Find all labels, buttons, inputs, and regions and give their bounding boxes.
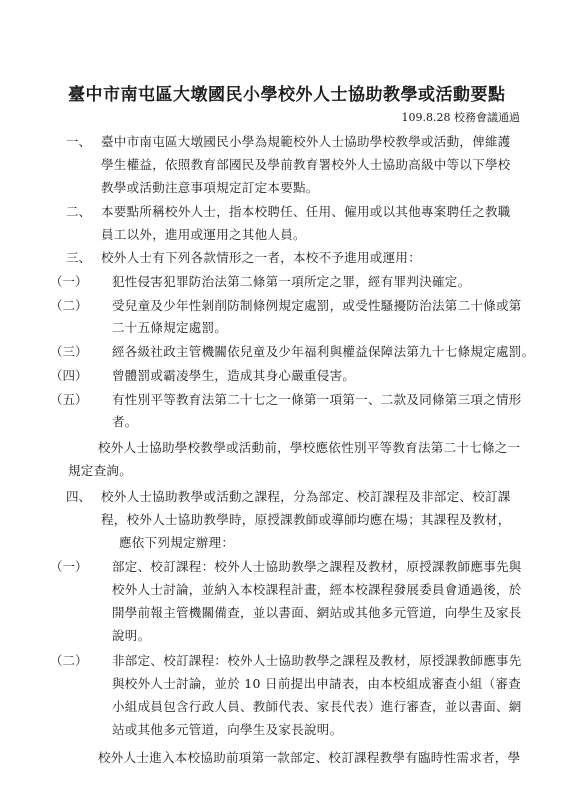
section-4-item-1-line-4: 說明。 bbox=[112, 628, 151, 643]
section-4-item-1-line-3: 開學前報主管機關備查，並以書面、網站或其他多元管道，向學生及家長 bbox=[112, 605, 522, 620]
section-4-item-2-line-2: 與校外人士討論，並於 10 日前提出申請表，由本校組成審查小組（審查 bbox=[112, 676, 522, 691]
section-1-line-2: 學生權益，依照教育部國民及學前教育署校外人士協助高級中等以下學校 bbox=[101, 157, 511, 172]
section-3-item-5-marker: （五） bbox=[50, 392, 88, 407]
section-4-item-2-line-3: 小組成員包含行政人員、教師代表、家長代表）進行審查，並以書面、網 bbox=[112, 699, 522, 714]
section-1-marker: 一、 bbox=[66, 134, 92, 149]
section-3-item-1-line-1: 犯性侵害犯罪防治法第二條第一項所定之罪，經有罪判決確定。 bbox=[112, 274, 471, 289]
section-1-line-1: 臺中市南屯區大墩國民小學為規範校外人士協助學校教學或活動，俾維護 bbox=[101, 134, 511, 149]
section-4-marker: 四、 bbox=[66, 489, 92, 504]
section-4-item-2-line-1: 非部定、校訂課程：校外人士協助教學之課程及教材，原授課教師應事先 bbox=[112, 653, 522, 668]
section-3-closing-line-2: 規定查詢。 bbox=[68, 463, 133, 478]
section-4-item-1-marker: （一） bbox=[50, 559, 88, 574]
section-2-line-1: 本要點所稱校外人士，指本校聘任、任用、僱用或以其他專案聘任之教職 bbox=[101, 204, 511, 219]
section-3-item-3-line-1: 經各級社政主管機關依兒童及少年福利與權益保障法第九十七條規定處罰。 bbox=[112, 344, 535, 359]
section-3-item-1-marker: （一） bbox=[50, 274, 88, 289]
section-4-line-3: 應依下列規定辦理： bbox=[119, 535, 235, 550]
section-3-item-5-line-2: 者。 bbox=[112, 414, 138, 429]
section-3-item-2-line-2: 二十五條規定處罰。 bbox=[112, 320, 228, 335]
section-4-item-1-line-1: 部定、校訂課程：校外人士協助教學之課程及教材，原授課教師應事先與 bbox=[112, 559, 522, 574]
section-4-line-2: 程，校外人士協助教學時，原授課教師或導師均應在場；其課程及教材， bbox=[101, 512, 511, 527]
section-2-marker: 二、 bbox=[66, 204, 92, 219]
document-title: 臺中市南屯區大墩國民小學校外人士協助教學或活動要點 bbox=[68, 85, 506, 105]
section-3-item-2-line-1: 受兒童及少年性剝削防制條例規定處罰，或受性騷擾防治法第二十條或第 bbox=[112, 298, 522, 313]
section-4-item-1-line-2: 校外人士討論，並納入本校課程計畫，經本校課程發展委員會通過後，於 bbox=[112, 582, 522, 597]
section-3-item-4-marker: （四） bbox=[50, 368, 88, 383]
section-3-item-4-line-1: 曾體罰或霸凌學生，造成其身心嚴重侵害。 bbox=[112, 368, 356, 383]
section-3-item-5-line-1: 有性別平等教育法第二十七之一條第一項第一、二款及同條第三項之情形 bbox=[112, 392, 522, 407]
approval-note: 109.8.28 校務會議通過 bbox=[401, 111, 520, 124]
section-1-line-3: 教學或活動注意事項規定訂定本要點。 bbox=[101, 180, 319, 195]
section-3-closing-line-1: 校外人士協助學校教學或活動前，學校應依性別平等教育法第二十七條之一 bbox=[98, 440, 521, 455]
section-4-item-2-line-4: 站或其他多元管道，向學生及家長說明。 bbox=[112, 722, 343, 737]
section-4-closing-line-1: 校外人士進入本校協助前項第一款部定、校訂課程教學有臨時性需求者，學 bbox=[98, 750, 521, 765]
section-3-marker: 三、 bbox=[66, 250, 92, 265]
section-2-line-2: 員工以外，進用或運用之其他人員。 bbox=[101, 227, 306, 242]
section-4-item-2-marker: （二） bbox=[50, 653, 88, 668]
section-3-item-3-marker: （三） bbox=[50, 344, 88, 359]
section-4-line-1: 校外人士協助教學或活動之課程，分為部定、校訂課程及非部定、校訂課 bbox=[101, 489, 511, 504]
section-3-line-1: 校外人士有下列各款情形之一者，本校不予進用或運用： bbox=[101, 250, 422, 265]
section-3-item-2-marker: （二） bbox=[50, 298, 88, 313]
